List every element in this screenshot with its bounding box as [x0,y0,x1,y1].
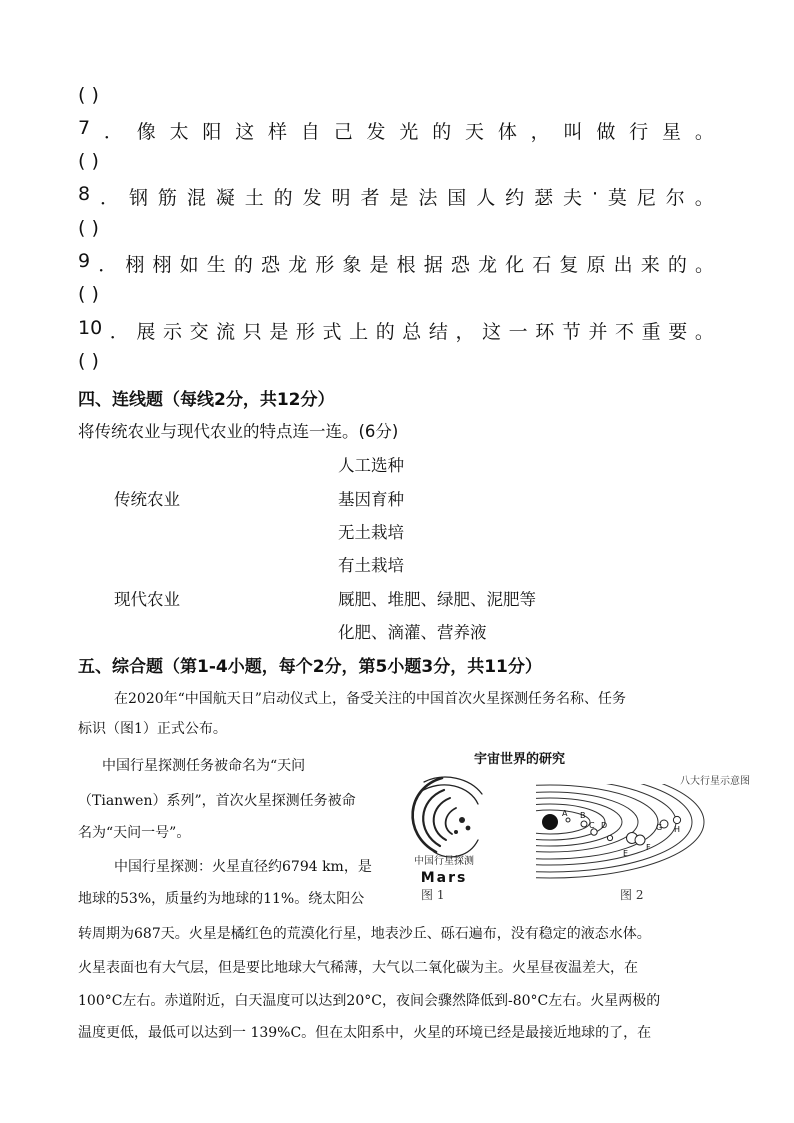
matching-left-item: 传统农业 [114,490,180,509]
statement-char: 如 [179,254,199,276]
paragraph-line: 地球的53%，质量约为地球的11%。绕太阳公 [78,891,365,907]
statement-char: 上 [349,321,369,343]
statement-char: 据 [423,254,443,276]
planet-label: F [646,843,651,852]
statement-char: 交 [189,321,209,343]
statement-char: 发 [302,187,322,209]
statement-char: 一 [508,321,528,343]
paragraph-line: 温度更低，最低可以达到一 139%C。但在太阳系中，火星的环境已经是最接近地球的了，在 [78,1025,652,1041]
statement-char: 复 [559,254,579,276]
matching-right-item: 有土栽培 [338,556,404,575]
statement-char: 钢 [128,187,148,209]
statement-char: 总 [402,321,422,343]
matching-prompt: 将传统农业与现代农业的特点连一连。(6分) [78,422,399,441]
planet-label: B [580,811,586,820]
logo-text: 中国行星探测 [414,856,474,867]
paragraph-line: 中国行星探测：火星直径约6794 km，是 [114,859,372,875]
statement-char: ． [103,121,123,143]
statement-char: 行 [629,121,649,143]
statement-char: 自 [300,121,320,143]
statement-char: 星 [661,121,681,143]
planet-label: G [656,823,663,832]
statement-char: 夫 [563,187,583,209]
intro-paragraph: 标识（图1）正式公布。 [78,721,227,737]
statement-char: 己 [333,121,353,143]
statement-char: 尼 [636,187,656,209]
planet-a [566,818,570,822]
statement-char: 结 [428,321,448,343]
statement-char: 展 [136,321,156,343]
figure-caption: 图 2 [620,888,644,902]
statement-char: 形 [295,321,315,343]
statement-char: 来 [640,254,660,276]
statement-char: 的 [432,121,452,143]
statement-char: 的 [273,187,293,209]
statement-char: 法 [418,187,438,209]
statement-char: 是 [389,187,409,209]
statement-char: 要 [668,321,688,343]
intro-paragraph: 在2020年“中国航天日”启动仪式上，备受关注的中国首次火星探测任务名称、任务 [114,691,626,707]
statement-char: 像 [136,121,156,143]
planet-label: D [601,821,608,830]
planet-h [673,816,680,823]
answer-paren: ( ) [78,217,99,239]
statement-char: 的 [667,254,687,276]
statement-char: 国 [447,187,467,209]
statement-char: 流 [216,321,236,343]
statement-char: 是 [369,254,389,276]
statement-char: 原 [586,254,606,276]
matching-right-item: 基因育种 [338,490,404,509]
statement-char: 太 [169,121,189,143]
statement-char: 的 [233,254,253,276]
figure-label: 八大行星示意图 [680,776,750,787]
paragraph-line: 转周期为687天。火星是橘红色的荒漠化行星，地表沙丘、砾石遍布，没有稳定的液态水体。 [78,926,651,942]
statement-char: 环 [535,321,555,343]
planet-label: C [589,821,595,830]
section-heading-matching: 四、连线题（每线2分，共12分） [78,390,335,410]
tf-item-10 [78,317,714,344]
statement-char: 者 [360,187,380,209]
statement-char: 。 [694,121,714,143]
paragraph-line: （Tianwen）系列”，首次火星探测任务被命 [78,793,356,809]
statement-char: 明 [331,187,351,209]
statement-char: 10 [78,317,103,339]
planet-label: A [562,809,568,818]
tf-item-8 [78,183,714,210]
statement-char: 不 [615,321,635,343]
statement-char: 并 [588,321,608,343]
mars-mission-logo [394,768,494,890]
statement-char: 重 [641,321,661,343]
statement-char: 筋 [157,187,177,209]
statement-char: ， [530,121,550,143]
planet-label: H [674,825,681,834]
statement-char: 7 [78,117,91,139]
statement-char: 做 [596,121,616,143]
statement-char: 瑟 [534,187,554,209]
paragraph-line: 名为“天问一号”。 [78,825,191,841]
statement-char: 的 [375,321,395,343]
figure-caption: 图 1 [421,888,445,902]
statement-char: 只 [242,321,262,343]
statement-char: ， [455,321,475,343]
statement-char: 示 [162,321,182,343]
statement-char: 人 [476,187,496,209]
statement-char: 出 [613,254,633,276]
statement-char: 叫 [563,121,583,143]
paragraph-line: 火星表面也有大气层，但是要比地球大气稀薄，大气以二氧化碳为主。火星昼夜温差大，在 [78,960,638,976]
statement-char: 形 [315,254,335,276]
statement-char: 栩 [125,254,145,276]
eight-planets-diagram [536,784,706,882]
statement-char: 象 [342,254,362,276]
statement-char: 栩 [152,254,172,276]
statement-char: 生 [206,254,226,276]
statement-char: 8 [78,183,91,205]
statement-char: 式 [322,321,342,343]
matching-right-item: 人工选种 [338,456,404,475]
statement-char: 这 [482,321,502,343]
statement-char: 龙 [477,254,497,276]
statement-char: 这 [235,121,255,143]
statement-char: 。 [694,321,714,343]
statement-char: 恐 [450,254,470,276]
planet-b [581,821,587,827]
answer-paren: ( ) [78,84,99,106]
statement-char: 恐 [260,254,280,276]
tf-item-9 [78,250,714,277]
statement-char: 龙 [288,254,308,276]
answer-paren: ( ) [78,150,99,172]
statement-char: 。 [694,254,714,276]
statement-char: 体 [497,121,517,143]
statement-char: 天 [465,121,485,143]
statement-char: 凝 [215,187,235,209]
planet-d [607,835,612,840]
statement-char: 是 [269,321,289,343]
statement-char: ． [109,321,129,343]
statement-char: 样 [268,121,288,143]
paragraph-line: 100°C左右。赤道附近，白天温度可以达到20°C，夜间会骤然降低到-80°C左右。火星两极的 [78,993,661,1009]
sun [542,814,558,830]
statement-char: 石 [532,254,552,276]
matching-right-item: 化肥、滴灌、营养液 [338,623,487,642]
statement-char: ． [100,187,120,209]
statement-char: 9 [78,250,91,272]
answer-paren: ( ) [78,350,99,372]
answer-paren: ( ) [78,283,99,305]
figure-title: 宇宙世界的研究 [474,752,566,767]
statement-char: 莫 [607,187,627,209]
section-heading-comprehensive: 五、综合题（第1-4小题，每个2分，第5小题3分，共11分） [78,657,542,677]
tf-item-7 [78,117,714,144]
planet-f [635,835,645,845]
statement-char: 阳 [202,121,222,143]
statement-char: 约 [505,187,525,209]
matching-left-item: 现代农业 [114,590,180,609]
statement-char: 化 [505,254,525,276]
statement-char: 。 [694,187,714,209]
statement-char: 尔 [665,187,685,209]
logo-mars-text: Mars [420,870,468,886]
statement-char: · [591,183,598,205]
statement-char: 混 [186,187,206,209]
statement-char: 发 [366,121,386,143]
statement-char: 根 [396,254,416,276]
statement-char: 光 [399,121,419,143]
matching-right-item: 无土栽培 [338,523,404,542]
statement-char: ． [98,254,118,276]
statement-char: 节 [561,321,581,343]
planet-label: E [623,849,629,858]
matching-right-item: 厩肥、堆肥、绿肥、泥肥等 [338,590,536,609]
paragraph-line: 中国行星探测任务被命名为“天问 [102,758,306,774]
statement-char: 土 [244,187,264,209]
